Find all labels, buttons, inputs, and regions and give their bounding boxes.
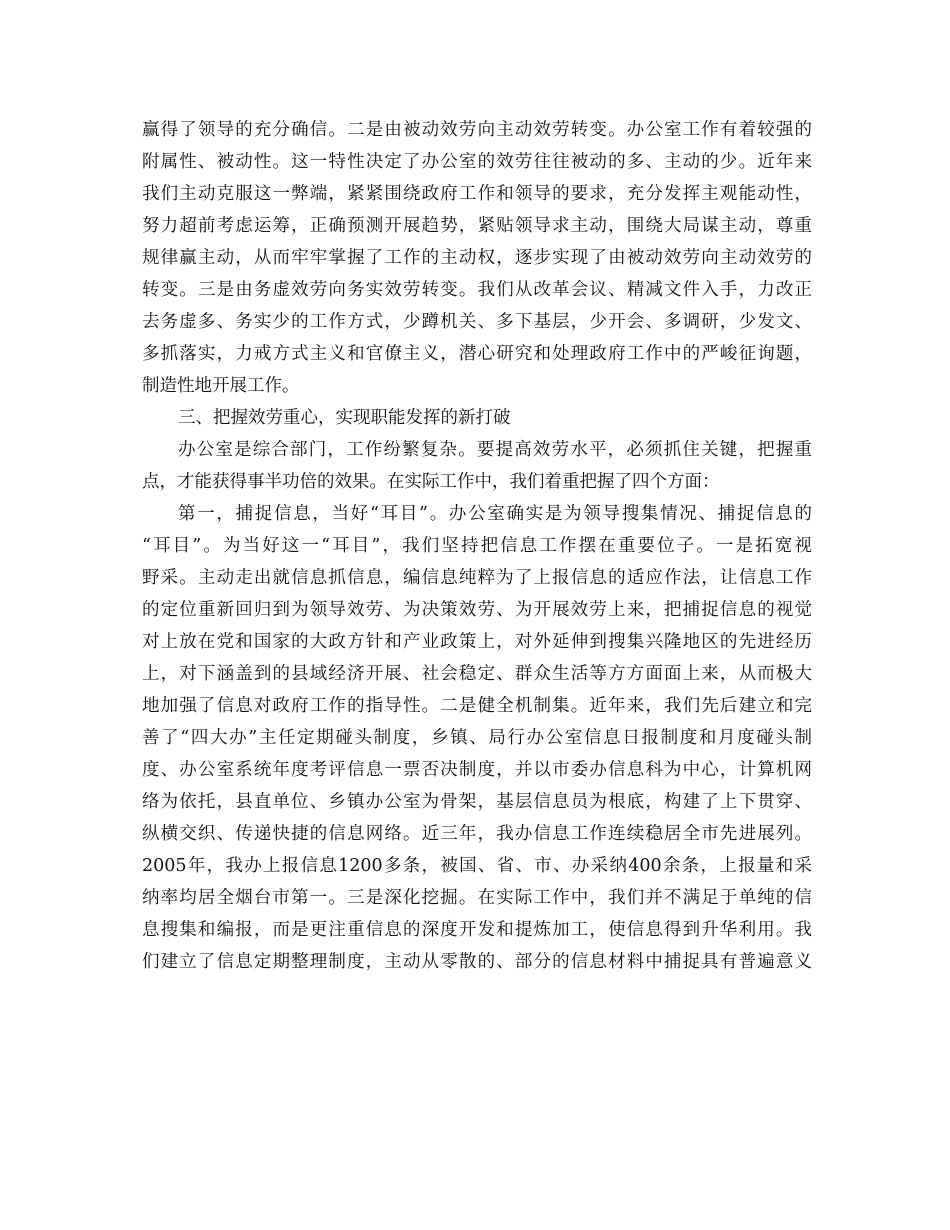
body-text: [142, 114, 812, 978]
text-line: 多抓落实，力戒方式主义和官僚主义，潜心研究和处理政府工作中的严峻征询题，: [142, 344, 812, 364]
text-line: 附属性、被动性。这一特性决定了办公室的效劳往往被动的多、主动的少。近年来: [142, 152, 812, 172]
text-line: 地加强了信息对政府工作的指导性。二是健全机制集。近年来，我们先后建立和完: [142, 696, 812, 716]
text-line: 第一，捕捉信息，当好“耳目”。办公室确实是为领导搜集情况、捕捉信息的: [178, 504, 812, 524]
text-line: 对上放在党和国家的大政方针和产业政策上，对外延伸到搜集兴隆地区的先进经历: [142, 632, 812, 652]
section-heading: 三、把握效劳重心，实现职能发挥的新打破: [178, 408, 511, 428]
text-line: 野采。主动走出就信息抓信息，编信息纯粹为了上报信息的适应作法，让信息工作: [142, 568, 812, 588]
text-line: 上，对下涵盖到的县域经济开展、社会稳定、群众生活等方方面面上来，从而极大: [142, 664, 812, 684]
text-line: 度、办公室系统年度考评信息一票否决制度，并以市委办信息科为中心，计算机网: [142, 760, 812, 780]
text-line: 2005年，我办上报信息1200多条，被国、省、市、办采纳400余条，上报量和采: [142, 856, 812, 876]
text-line: 去务虚多、务实少的工作方式，少蹲机关、多下基层，少开会、多调研，少发文、: [142, 312, 812, 332]
text-line: 息搜集和编报，而是更注重信息的深度开发和提炼加工，使信息得到升华利用。我: [142, 920, 812, 940]
text-line: 络为依托，县直单位、乡镇办公室为骨架，基层信息员为根底，构建了上下贯穿、: [142, 792, 812, 812]
text-line: 转变。三是由务虚效劳向务实效劳转变。我们从改革会议、精减文件入手，力改正: [142, 280, 812, 300]
text-line: 我们主动克服这一弊端，紧紧围绕政府工作和领导的要求，充分发挥主观能动性，: [142, 184, 812, 204]
text-line: 纵横交织、传递快捷的信息网络。近三年，我办信息工作连续稳居全市先进展列。: [142, 824, 812, 844]
text-line: 制造性地开展工作。: [142, 376, 300, 396]
text-line: 善了“四大办”主任定期碰头制度，乡镇、局行办公室信息日报制度和月度碰头制: [142, 728, 812, 748]
text-line: 赢得了领导的充分确信。二是由被动效劳向主动效劳转变。办公室工作有着较强的: [142, 120, 812, 140]
text-line: 纳率均居全烟台市第一。三是深化挖掘。在实际工作中，我们并不满足于单纯的信: [142, 888, 812, 908]
text-line: 们建立了信息定期整理制度，主动从零散的、部分的信息材料中捕捉具有普遍意义: [142, 952, 812, 972]
text-line: 规律赢主动，从而牢牢掌握了工作的主动权，逐步实现了由被动效劳向主动效劳的: [142, 248, 812, 268]
text-line: 办公室是综合部门，工作纷繁复杂。要提高效劳水平，必须抓住关键，把握重: [178, 440, 812, 460]
text-line: 的定位重新回归到为领导效劳、为决策效劳、为开展效劳上来，把捕捉信息的视觉: [142, 600, 812, 620]
text-line: “耳目”。为当好这一“耳目”，我们坚持把信息工作摆在重要位子。一是拓宽视: [142, 536, 812, 556]
text-line: 点，才能获得事半功倍的效果。在实际工作中，我们着重把握了四个方面：: [142, 472, 720, 492]
text-line: 努力超前考虑运筹，正确预测开展趋势，紧贴领导求主动，围绕大局谋主动，尊重: [142, 216, 812, 236]
